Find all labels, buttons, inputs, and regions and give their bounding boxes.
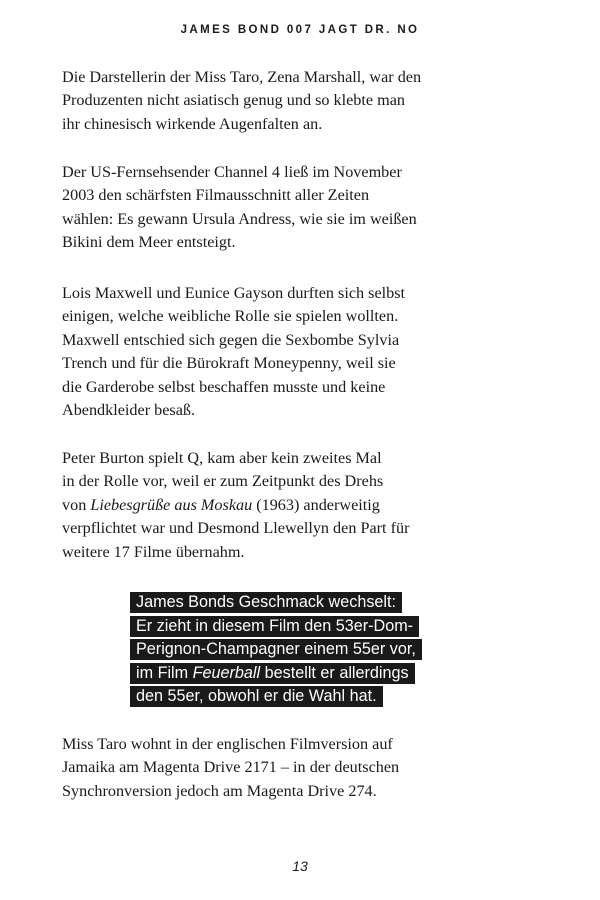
p4-line3-post: (1963) anderweitig: [252, 495, 380, 514]
callout-line-1: James Bonds Geschmack wechselt:: [130, 592, 402, 613]
paragraph-peter-burton: [62, 447, 552, 564]
paragraph-magenta-drive: Miss Taro wohnt in der englischen Filmversion auf Jamaika am Magenta Drive 2171 – in der deutschen Synchronversion jedoch am Magenta Drive 274.: [62, 735, 400, 800]
callout-line-3: Perignon-Champagner einem 55er vor,: [130, 639, 422, 660]
p4-line2: in der Rolle vor, weil er zum Zeitpunkt des Drehs: [62, 472, 384, 491]
callout-line-5: den 55er, obwohl er die Wahl hat.: [130, 686, 383, 707]
running-header: JAMES BOND 007 JAGT DR. NO: [180, 24, 420, 36]
callout-line-4-post: bestellt er allerdings: [260, 663, 409, 682]
page-number: 13: [292, 858, 308, 874]
p4-line5: weitere 17 Filme übernahm.: [62, 542, 245, 561]
film-title-liebesgruesse: Liebesgrüße aus Moskau: [90, 495, 253, 514]
film-title-feuerball: Feuerball: [192, 663, 261, 682]
callout-line-2: Er zieht in diesem Film den 53er-Dom-: [130, 616, 419, 637]
p4-line3-pre: von: [62, 495, 91, 514]
callout-line-4-pre: im Film: [136, 663, 193, 682]
p4-line1: Peter Burton spielt Q, kam aber kein zweites Mal: [62, 449, 382, 467]
p4-line4: verpflichtet war und Desmond Llewellyn den Part für: [62, 519, 410, 538]
paragraph-maxwell-gayson: Lois Maxwell und Eunice Gayson durften sich selbst einigen, welche weibliche Rolle sie spielen wollten. Maxwell entschied sich gegen die Sexbombe Sylvia Trench und für die Bürokraft Moneypenny, weil sie die Garderobe selbst beschaffen musste und keine Abendkleider besaß.: [62, 284, 406, 420]
highlight-callout-champagne: [130, 591, 490, 709]
paragraph-miss-taro-makeup: Die Darstellerin der Miss Taro, Zena Marshall, war den Produzenten nicht asiatisch genug und so klebte man ihr chinesisch wirkende Augenfalten an.: [62, 68, 422, 133]
callout-line-4: [130, 663, 415, 684]
paragraph-channel4-poll: Der US-Fernsehsender Channel 4 ließ im November 2003 den schärfsten Filmausschnitt aller Zeiten wählen: Es gewann Ursula Andress, wie sie im weißen Bikini dem Meer entsteigt.: [62, 163, 417, 252]
